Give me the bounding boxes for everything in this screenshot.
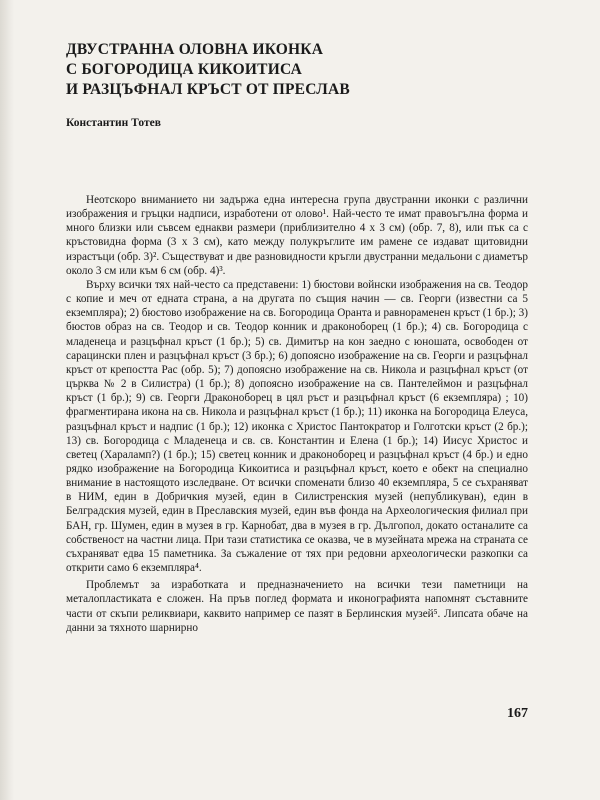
article-body [66,193,528,635]
page-number: 167 [507,706,528,721]
scan-edge-shadow [0,0,14,800]
body-paragraph-2: Върху всички тях най-често са представени: 1) бюстови войнски изображения на св. Теодор с копие и меч от едната страна, а на другата по същия начин — св. Георги (известни са 5 екземпляра); 2) бюстово изображение на св. Богородица Оранта и равнораменен кръст (1 бр.); 3) бюстов образ на св. Теодор и св. Теодор конник и драконоборец (1 бр.); 4) св. Богородица с младенеца и разцъфнал кръст (1 бр.); 5) св. Димитър на кон заедно с юношата, освободен от сарацински плен и разцъфнал кръст (3 бр.); 6) допоясно изображение на св. Георги и разцъфнал кръст от крепостта Рас (обр. 5); 7) допоясно изображение на св. Никола и разцъфнал кръст (от църква № 2 в Силистра) (1 бр.); 8) допоясно изображение на св. Пантелеймон и разцъфнал кръст (1 бр.); 9) св. Георги Драконоборец в цял ръст и разцъфнал кръст (6 екземпляра) ; 10) фрагментирана икона на св. Никола и разцъфнал кръст (1 бр.); 11) иконка на Богородица Елеуса, разцъфнал кръст и надпис (1 бр.); 12) иконка с Христос Пантократор и Голготски кръст (2 бр.); 13) св. Богородица с Младенеца и св. св. Константин и Елена (1 бр.); 14) Иисус Христос и светец (Хараламп?) (1 бр.); 15) светец конник и драконоборец и разцъфнал кръст (4 бр.) и едно рядко изображение на Богородица Кикоитиса и разцъфнал кръст, което е обект на специално внимание в настоящото изследване. От всички споменати близо 40 екземпляра, 5 се съхраняват в НИМ, един в Добричкия музей, един в Силистренския музей (непубликуван), един в Белградския музей, един в Преславския музей, един във фонда на Археологическия филиал при БАН, гр. Шумен, един в музея в гр. Карнобат, два в музея в гр. Дългопол, докато останалите са собственост на частни лица. При тази статистика се оказва, че в музейната мрежа на страната се съхраняват едва 15 паметника. За съжаление от тях при редовни археологически разкопки са открити само 6 екземпляра⁴. [66,278,528,575]
body-paragraph-1: Неотскоро вниманието ни задържа една интересна група двустранни иконки с различни изображения и гръцки надписи, изработени от олово¹. Най-често те имат правоъгълна форма и много близки или съвсем еднакви размери (приблизително 4 х 3 см) (обр. 7, 8), или пък са с кръстовидна форма (3 х 3 см), като между полукръглите им рамене се издават щитовидни израстъци (обр. 3)². Съществуват и две разновидности кръгли двустранни медальони с диаметър около 3 см или към 6 см (обр. 4)³. [66,194,528,277]
article-title [66,40,506,100]
body-paragraph-3: Проблемът за изработката и предназначението на всички тези паметници на металопластиката е сложен. На пръв поглед формата и иконографията напомнят съставните части от скъпи реликвиари, каквито например се пазят в Берлинския музей⁵. Липсата обаче на данни за тяхното шарнирно [66,579,528,634]
article-author: Константин Тотев [66,117,161,129]
title-line-3: И РАЗЦЪФНАЛ КРЪСТ ОТ ПРЕСЛАВ [66,81,350,98]
title-line-1: ДВУСТРАННА ОЛОВНА ИКОНКА [66,41,324,58]
title-line-2: С БОГОРОДИЦА КИКОИТИСА [66,61,302,78]
